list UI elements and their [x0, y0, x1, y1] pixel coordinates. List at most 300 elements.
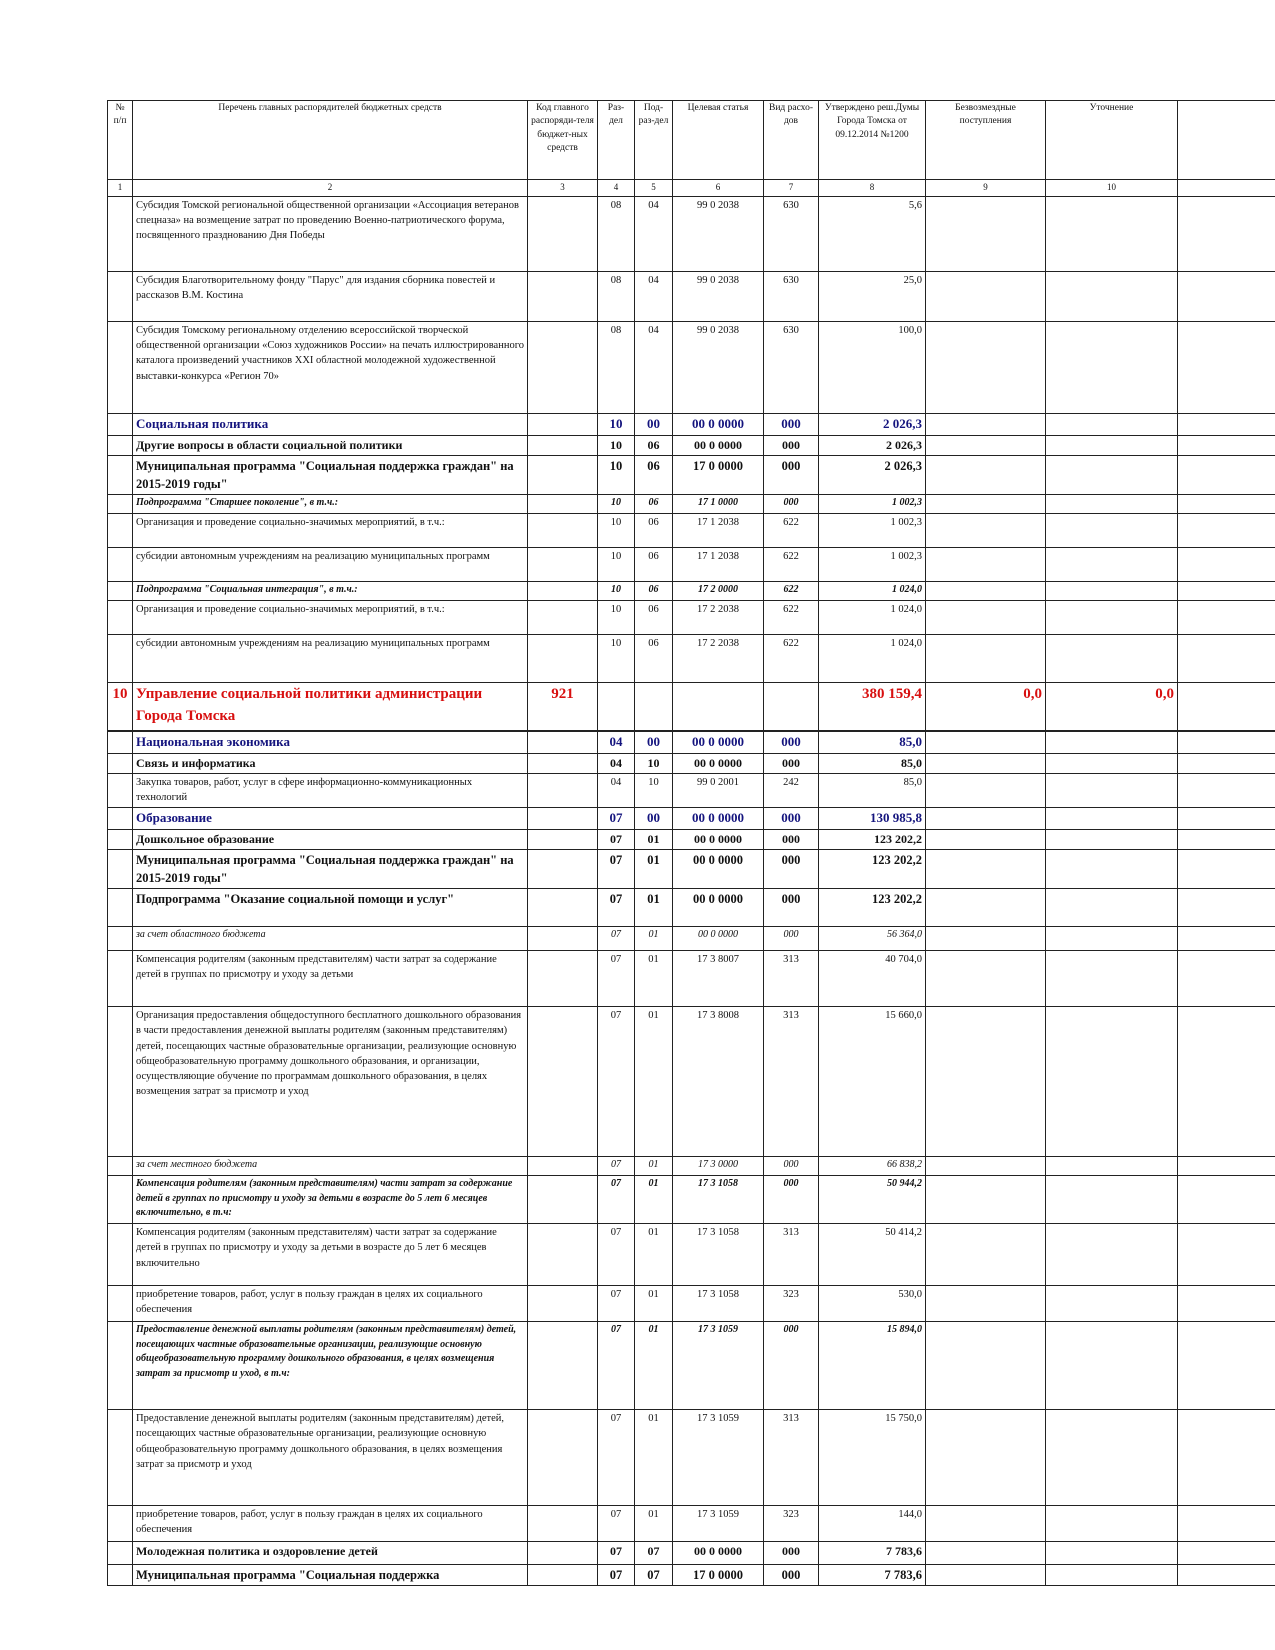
row-num: [108, 1176, 133, 1224]
row-bezv: [926, 849, 1046, 888]
row-amount: 123 202,2: [819, 829, 926, 849]
row-bezv: [926, 1410, 1046, 1506]
row-utoch: [1046, 1322, 1178, 1410]
row-code: [528, 927, 598, 951]
row-bezv: [926, 601, 1046, 635]
row-vid: 630: [764, 322, 819, 414]
table-row: [108, 951, 1275, 1007]
row-podrazdel: 06: [635, 582, 673, 601]
row-utoch: [1046, 1007, 1178, 1157]
row-statya: 17 1 0000: [673, 495, 764, 514]
row-amount: 85,0: [819, 753, 926, 773]
row-code: [528, 635, 598, 683]
row-bezv: [926, 197, 1046, 272]
table-row: [108, 774, 1275, 807]
row-num: [108, 951, 133, 1007]
row-podrazdel: 07: [635, 1542, 673, 1565]
row-code: [528, 601, 598, 635]
row-amount: 1 024,0: [819, 582, 926, 601]
table-row: [108, 435, 1275, 455]
row-podrazdel: 01: [635, 1286, 673, 1322]
row-vid: 622: [764, 601, 819, 635]
row-razdel: 07: [598, 1286, 635, 1322]
row-num: [108, 774, 133, 807]
row-podrazdel: 06: [635, 495, 673, 514]
row-code: [528, 435, 598, 455]
row-amount: 1 002,3: [819, 548, 926, 582]
col-index: 9: [926, 180, 1046, 197]
table-row: [108, 1565, 1275, 1586]
row-amount: 1 002,3: [819, 495, 926, 514]
row-podrazdel: 06: [635, 514, 673, 548]
row-razdel: 10: [598, 456, 635, 495]
row-amount: 7 783,6: [819, 1565, 926, 1586]
row-utoch: [1046, 435, 1178, 455]
row-razdel: 08: [598, 272, 635, 322]
row-razdel: 07: [598, 1322, 635, 1410]
row-statya: 99 0 2038: [673, 272, 764, 322]
row-amount: 130 985,8: [819, 807, 926, 829]
table-body: [108, 197, 1275, 1586]
row-amount: 15 750,0: [819, 1410, 926, 1506]
header-row: [108, 101, 1275, 180]
row-utoch: [1046, 1410, 1178, 1506]
row-num: [108, 927, 133, 951]
row-vid: 313: [764, 1007, 819, 1157]
col-index: 7: [764, 180, 819, 197]
row-bezv: [926, 889, 1046, 927]
row-razdel: 07: [598, 951, 635, 1007]
table-row: [108, 1542, 1275, 1565]
row-bezv: [926, 495, 1046, 514]
row-amount: 380 159,4: [819, 683, 926, 731]
row-bezv: [926, 1565, 1046, 1586]
row-statya: 17 2 2038: [673, 601, 764, 635]
row-podrazdel: 01: [635, 1157, 673, 1176]
col-header-vid: Вид расхо-дов: [764, 101, 819, 180]
row-podrazdel: [635, 683, 673, 731]
row-bezv: 0,0: [926, 683, 1046, 731]
row-num: [108, 435, 133, 455]
row-bezv: [926, 1176, 1046, 1224]
row-vid: 622: [764, 635, 819, 683]
row-utoch: [1046, 1157, 1178, 1176]
table-row: [108, 514, 1275, 548]
table-row: [108, 1410, 1275, 1506]
row-razdel: 07: [598, 807, 635, 829]
row-utoch: [1046, 1286, 1178, 1322]
row-vid: 000: [764, 1565, 819, 1586]
row-statya: 17 2 0000: [673, 582, 764, 601]
row-vid: 000: [764, 731, 819, 753]
row-statya: [673, 683, 764, 731]
table-row: [108, 829, 1275, 849]
row-num: [108, 1157, 133, 1176]
row-code: [528, 829, 598, 849]
table-row: [108, 753, 1275, 773]
row-utoch: [1046, 849, 1178, 888]
row-amount: 25,0: [819, 272, 926, 322]
row-num: [108, 753, 133, 773]
col-header-amount: Утверждено реш.Думы Города Томска от 09.12.2014 №1200: [819, 101, 926, 180]
col-header-name: Перечень главных распорядителей бюджетных средств: [133, 101, 528, 180]
row-vid: 000: [764, 807, 819, 829]
row-amount: 1 024,0: [819, 601, 926, 635]
row-utoch: [1046, 731, 1178, 753]
row-vid: 000: [764, 435, 819, 455]
row-vid: 000: [764, 495, 819, 514]
row-num: [108, 601, 133, 635]
row-statya: 17 0 0000: [673, 1565, 764, 1586]
row-utoch: [1046, 1565, 1178, 1586]
row-bezv: [926, 435, 1046, 455]
row-utoch: [1046, 927, 1178, 951]
row-razdel: 07: [598, 1007, 635, 1157]
row-statya: 17 2 2038: [673, 635, 764, 683]
row-podrazdel: 06: [635, 456, 673, 495]
row-utoch: [1046, 1176, 1178, 1224]
row-num: [108, 456, 133, 495]
row-name: Подпрограмма "Старшее поколение", в т.ч.:: [133, 495, 528, 514]
table-row: [108, 1157, 1275, 1176]
table-row: [108, 322, 1275, 414]
row-razdel: 10: [598, 582, 635, 601]
row-num: [108, 197, 133, 272]
row-utoch: [1046, 514, 1178, 548]
row-razdel: [598, 683, 635, 731]
row-bezv: [926, 774, 1046, 807]
row-bezv: [926, 1506, 1046, 1542]
row-utoch: [1046, 272, 1178, 322]
row-bezv: [926, 1286, 1046, 1322]
table-row: [108, 456, 1275, 495]
row-name: за счет областного бюджета: [133, 927, 528, 951]
row-podrazdel: 01: [635, 1176, 673, 1224]
row-razdel: 07: [598, 1565, 635, 1586]
row-num: [108, 807, 133, 829]
row-statya: 99 0 2038: [673, 197, 764, 272]
table-row: [108, 731, 1275, 753]
row-razdel: 07: [598, 849, 635, 888]
row-podrazdel: 01: [635, 951, 673, 1007]
row-code: [528, 731, 598, 753]
col-index: 8: [819, 180, 926, 197]
row-bezv: [926, 272, 1046, 322]
row-bezv: [926, 582, 1046, 601]
table-row: [108, 272, 1275, 322]
table-row: [108, 807, 1275, 829]
row-code: [528, 951, 598, 1007]
row-code: [528, 272, 598, 322]
row-utoch: [1046, 635, 1178, 683]
row-code: [528, 1565, 598, 1586]
row-code: [528, 1542, 598, 1565]
row-utoch: [1046, 753, 1178, 773]
row-num: [108, 272, 133, 322]
table-row: [108, 1286, 1275, 1322]
row-amount: 66 838,2: [819, 1157, 926, 1176]
col-index: 2: [133, 180, 528, 197]
col-header-razdel: Раз-дел: [598, 101, 635, 180]
row-name: Компенсация родителям (законным представителям) части затрат за содержание детей в группах по присмотру и уходу за детьми: [133, 951, 528, 1007]
row-code: [528, 548, 598, 582]
row-razdel: 07: [598, 1542, 635, 1565]
row-num: [108, 1322, 133, 1410]
row-podrazdel: 04: [635, 197, 673, 272]
row-vid: 622: [764, 582, 819, 601]
row-statya: 00 0 0000: [673, 414, 764, 436]
row-vid: 323: [764, 1506, 819, 1542]
column-index-row: [108, 180, 1275, 197]
table-row: [108, 683, 1275, 731]
row-utoch: [1046, 807, 1178, 829]
row-code: [528, 495, 598, 514]
row-podrazdel: 01: [635, 1224, 673, 1286]
row-utoch: [1046, 548, 1178, 582]
table-row: [108, 601, 1275, 635]
row-code: [528, 1007, 598, 1157]
row-vid: 000: [764, 1157, 819, 1176]
row-bezv: [926, 514, 1046, 548]
table-row: [108, 1224, 1275, 1286]
row-name: Дошкольное образование: [133, 829, 528, 849]
row-amount: 123 202,2: [819, 889, 926, 927]
row-vid: 000: [764, 456, 819, 495]
table-row: [108, 1176, 1275, 1224]
row-utoch: [1046, 414, 1178, 436]
row-name: приобретение товаров, работ, услуг в пользу граждан в целях их социального обеспечения: [133, 1286, 528, 1322]
row-razdel: 10: [598, 601, 635, 635]
row-num: [108, 1007, 133, 1157]
row-num: [108, 1542, 133, 1565]
col-index: 6: [673, 180, 764, 197]
row-statya: 17 3 0000: [673, 1157, 764, 1176]
row-name: приобретение товаров, работ, услуг в пользу граждан в целях их социального обеспечения: [133, 1506, 528, 1542]
row-num: [108, 731, 133, 753]
row-podrazdel: 01: [635, 927, 673, 951]
col-header-statya: Целевая статья: [673, 101, 764, 180]
row-statya: 00 0 0000: [673, 807, 764, 829]
row-name: Муниципальная программа "Социальная поддержка граждан" на 2015-2019 годы": [133, 456, 528, 495]
row-utoch: [1046, 951, 1178, 1007]
row-podrazdel: 04: [635, 272, 673, 322]
row-podrazdel: 01: [635, 1410, 673, 1506]
row-podrazdel: 10: [635, 774, 673, 807]
col-header-code: Код главного распоряди-теля бюджет-ных средств: [528, 101, 598, 180]
table-row: [108, 927, 1275, 951]
table-row: [108, 849, 1275, 888]
row-code: [528, 514, 598, 548]
row-amount: 85,0: [819, 731, 926, 753]
row-name: Компенсация родителям (законным представителям) части затрат за содержание детей в группах по присмотру и уходу за детьми в возрасте до 5 лет 6 месяцев включительно: [133, 1224, 528, 1286]
row-vid: 313: [764, 1410, 819, 1506]
row-code: [528, 849, 598, 888]
row-bezv: [926, 1322, 1046, 1410]
row-code: [528, 1176, 598, 1224]
row-razdel: 10: [598, 635, 635, 683]
table-row: [108, 889, 1275, 927]
row-name: Организация и проведение социально-значимых мероприятий, в т.ч.:: [133, 601, 528, 635]
row-bezv: [926, 1224, 1046, 1286]
row-code: [528, 1506, 598, 1542]
row-name: Национальная экономика: [133, 731, 528, 753]
row-amount: 7 783,6: [819, 1542, 926, 1565]
row-num: [108, 582, 133, 601]
row-amount: 56 364,0: [819, 927, 926, 951]
row-num: [108, 1224, 133, 1286]
row-vid: 622: [764, 548, 819, 582]
row-statya: 17 1 2038: [673, 548, 764, 582]
col-index: 10: [1046, 180, 1178, 197]
row-razdel: 10: [598, 548, 635, 582]
row-name: Связь и информатика: [133, 753, 528, 773]
row-bezv: [926, 456, 1046, 495]
row-name: Другие вопросы в области социальной политики: [133, 435, 528, 455]
row-name: Подпрограмма "Оказание социальной помощи и услуг": [133, 889, 528, 927]
row-amount: 530,0: [819, 1286, 926, 1322]
row-num: [108, 514, 133, 548]
table-row: [108, 197, 1275, 272]
col-header-utoch: Уточнение: [1046, 101, 1178, 180]
row-utoch: [1046, 582, 1178, 601]
row-code: 921: [528, 683, 598, 731]
row-vid: 000: [764, 1542, 819, 1565]
row-vid: 000: [764, 414, 819, 436]
row-podrazdel: 01: [635, 1506, 673, 1542]
row-bezv: [926, 829, 1046, 849]
row-name: Предоставление денежной выплаты родителям (законным представителям) детей, посещающих частные образовательные организации, реализующие основную общеобразовательную программу дошкольного образования, в целях возмещения затрат за присмотр и уход, в т.ч:: [133, 1322, 528, 1410]
row-code: [528, 1286, 598, 1322]
row-podrazdel: 07: [635, 1565, 673, 1586]
row-amount: 2 026,3: [819, 414, 926, 436]
row-razdel: 07: [598, 1176, 635, 1224]
row-podrazdel: 01: [635, 1322, 673, 1410]
row-utoch: [1046, 495, 1178, 514]
row-num: [108, 635, 133, 683]
row-podrazdel: 04: [635, 322, 673, 414]
row-podrazdel: 01: [635, 889, 673, 927]
row-statya: 00 0 0000: [673, 435, 764, 455]
row-code: [528, 582, 598, 601]
row-vid: 000: [764, 927, 819, 951]
col-index: 1: [108, 180, 133, 197]
table-row: [108, 1007, 1275, 1157]
row-bezv: [926, 1542, 1046, 1565]
row-code: [528, 1322, 598, 1410]
row-code: [528, 807, 598, 829]
row-code: [528, 456, 598, 495]
row-razdel: 04: [598, 774, 635, 807]
row-utoch: [1046, 829, 1178, 849]
row-statya: 99 0 2001: [673, 774, 764, 807]
row-num: [108, 1410, 133, 1506]
row-code: [528, 1224, 598, 1286]
row-vid: 630: [764, 197, 819, 272]
col-header-num: № п/п: [108, 101, 133, 180]
row-statya: 00 0 0000: [673, 829, 764, 849]
row-amount: 1 002,3: [819, 514, 926, 548]
row-amount: 5,6: [819, 197, 926, 272]
row-code: [528, 414, 598, 436]
row-name: Социальная политика: [133, 414, 528, 436]
row-statya: 99 0 2038: [673, 322, 764, 414]
row-podrazdel: 01: [635, 1007, 673, 1157]
row-podrazdel: 01: [635, 829, 673, 849]
row-vid: 000: [764, 1176, 819, 1224]
row-razdel: 10: [598, 414, 635, 436]
row-statya: 17 3 8008: [673, 1007, 764, 1157]
row-utoch: [1046, 601, 1178, 635]
row-amount: 50 414,2: [819, 1224, 926, 1286]
row-utoch: [1046, 889, 1178, 927]
row-vid: 622: [764, 514, 819, 548]
row-podrazdel: 06: [635, 548, 673, 582]
row-amount: 85,0: [819, 774, 926, 807]
row-razdel: 10: [598, 435, 635, 455]
row-razdel: 07: [598, 1410, 635, 1506]
col-header-bezv: Безвозмездные поступления: [926, 101, 1046, 180]
row-bezv: [926, 548, 1046, 582]
row-bezv: [926, 322, 1046, 414]
row-bezv: [926, 414, 1046, 436]
row-vid: 313: [764, 1224, 819, 1286]
row-num: 10: [108, 683, 133, 731]
row-name: Субсидия Благотворительному фонду "Парус" для издания сборника повестей и рассказов В.М. Костина: [133, 272, 528, 322]
row-statya: 00 0 0000: [673, 889, 764, 927]
row-razdel: 07: [598, 1157, 635, 1176]
row-name: Предоставление денежной выплаты родителям (законным представителям) детей, посещающих частные образовательные организации, реализующие основную общеобразовательную программу дошкольного образования, в целях возмещения затрат за присмотр и уход: [133, 1410, 528, 1506]
row-name: Закупка товаров, работ, услуг в сфере информационно-коммуникационных технологий: [133, 774, 528, 807]
row-name: Субсидия Томскому региональному отделению всероссийской творческой общественной организации «Союз художников России» на печать иллюстрированного каталога произведений участников XXI областной молодежной художественной выставки-конкурса «Регион 70»: [133, 322, 528, 414]
row-num: [108, 1506, 133, 1542]
row-bezv: [926, 807, 1046, 829]
row-statya: 17 3 1058: [673, 1176, 764, 1224]
row-code: [528, 322, 598, 414]
row-utoch: 0,0: [1046, 683, 1178, 731]
budget-table: [107, 100, 1275, 1586]
row-name: субсидии автономным учреждениям на реализацию муниципальных программ: [133, 548, 528, 582]
row-num: [108, 1286, 133, 1322]
table-row: [108, 635, 1275, 683]
row-num: [108, 1565, 133, 1586]
row-statya: 00 0 0000: [673, 731, 764, 753]
row-podrazdel: 10: [635, 753, 673, 773]
table-row: [108, 582, 1275, 601]
row-name: Подпрограмма "Социальная интеграция", в т.ч.:: [133, 582, 528, 601]
row-num: [108, 495, 133, 514]
row-statya: 17 3 1059: [673, 1410, 764, 1506]
row-bezv: [926, 753, 1046, 773]
row-statya: 17 3 1059: [673, 1322, 764, 1410]
row-utoch: [1046, 322, 1178, 414]
row-podrazdel: 06: [635, 435, 673, 455]
row-utoch: [1046, 197, 1178, 272]
row-num: [108, 414, 133, 436]
row-statya: 17 3 8007: [673, 951, 764, 1007]
row-name: Организация и проведение социально-значимых мероприятий, в т.ч.:: [133, 514, 528, 548]
row-razdel: 10: [598, 495, 635, 514]
row-vid: 000: [764, 753, 819, 773]
row-num: [108, 849, 133, 888]
row-podrazdel: 01: [635, 849, 673, 888]
row-name: Муниципальная программа "Социальная поддержка: [133, 1565, 528, 1586]
row-podrazdel: 00: [635, 807, 673, 829]
row-vid: 323: [764, 1286, 819, 1322]
row-vid: 000: [764, 1322, 819, 1410]
row-amount: 144,0: [819, 1506, 926, 1542]
col-index: 5: [635, 180, 673, 197]
row-num: [108, 889, 133, 927]
